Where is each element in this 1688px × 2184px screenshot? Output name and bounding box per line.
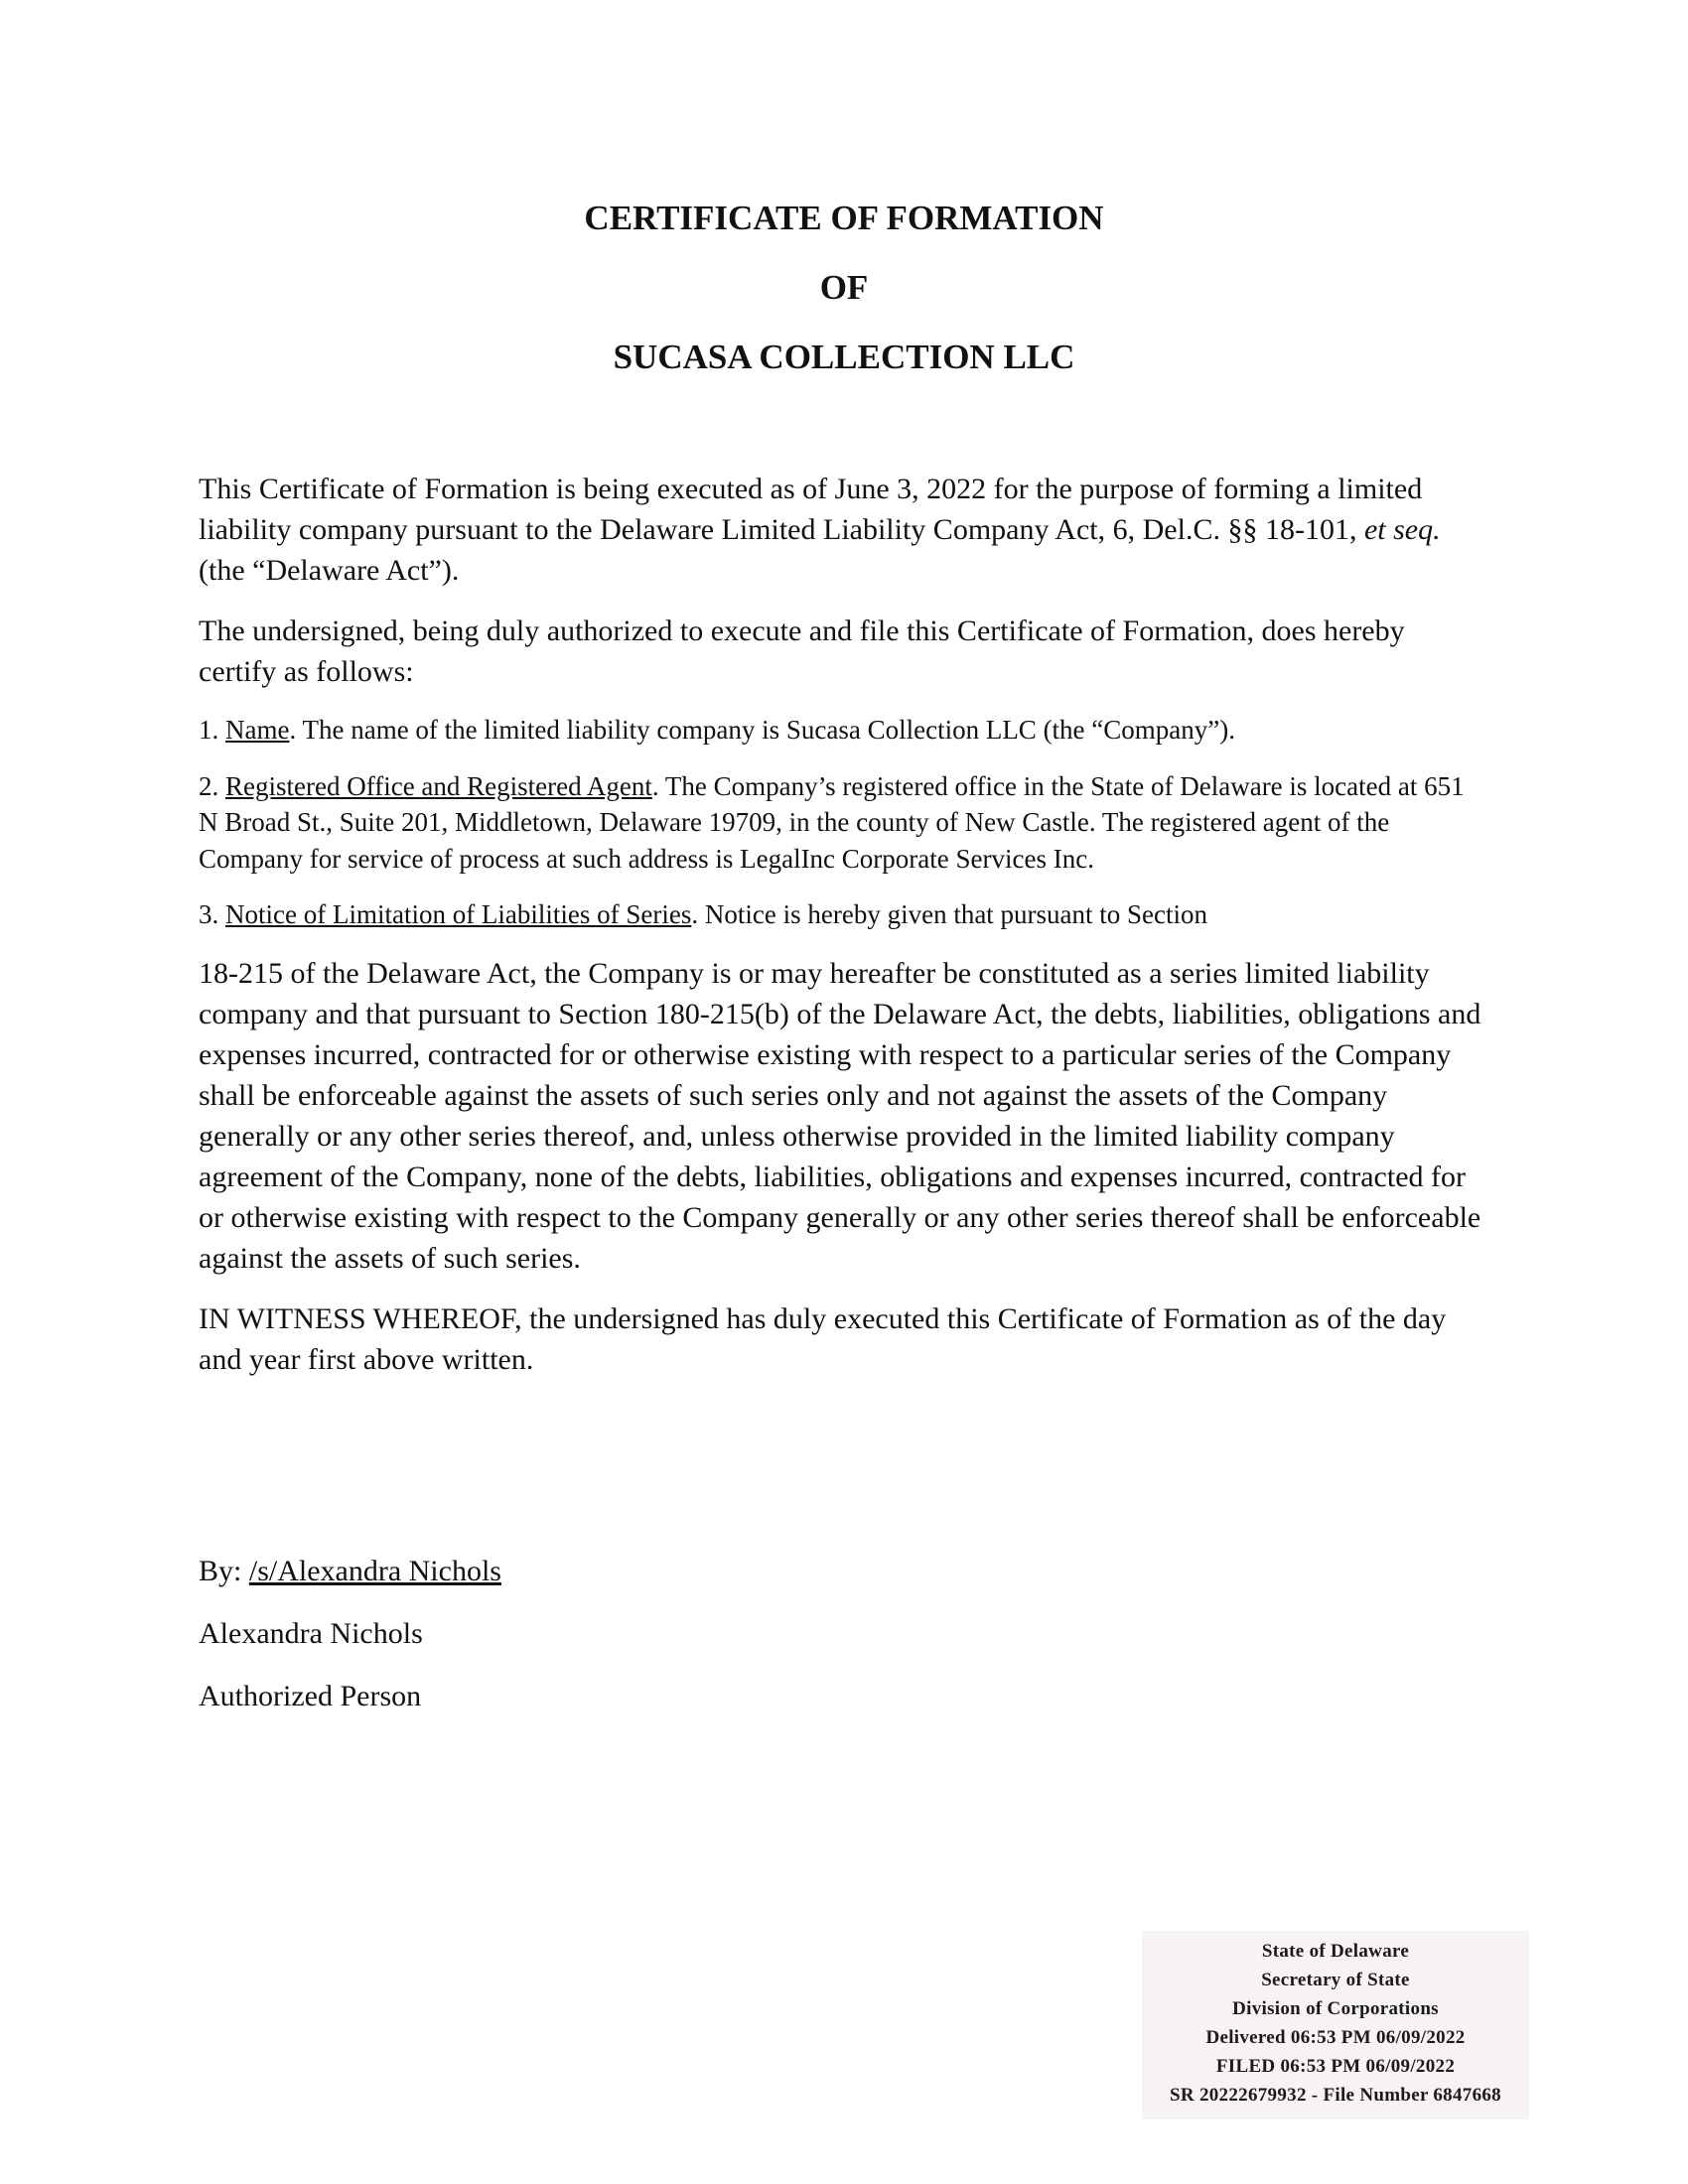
document-body — [199, 469, 1489, 1400]
certify-paragraph: The undersigned, being duly authorized to execute and file this Certificate of Formation, does hereby certify as follows: — [199, 614, 1405, 688]
witness-paragraph: IN WITNESS WHEREOF, the undersigned has duly executed this Certificate of Formation as of the day and year first above written. — [199, 1301, 1447, 1376]
intro-text-a: This Certificate of Formation is being executed as of June 3, 2022 for the purpose of forming a limited liability company pursuant to the Delaware Limited Liability Company Act, 6, Del.C. §§ 18-101, — [199, 473, 1423, 546]
signer-role: Authorized Person — [199, 1680, 422, 1712]
signature-text: /s/Alexandra Nichols — [248, 1555, 501, 1587]
by-label: By: — [199, 1555, 249, 1587]
title-line-3: SUCASA COLLECTION LLC — [613, 338, 1075, 376]
stamp-line-secretary: Secretary of State — [1261, 1970, 1410, 1990]
intro-et-seq: et seq. — [1363, 513, 1441, 546]
title-line-1: CERTIFICATE OF FORMATION — [584, 199, 1104, 237]
item-2-text: . The Company’s registered office in the State of Delaware is located at 651 N Broad St., Suite 201, Middletown, Delaware 19709, in the county of New Castle. The registered agent of the Company for service of process at such address is LegalInc Corporate Services Inc. — [199, 770, 1465, 874]
item-3-heading: Notice of Limitation of Liabilities of Series — [225, 899, 692, 929]
title-line-2: OF — [819, 268, 869, 307]
stamp-line-filed: FILED 06:53 PM 06/09/2022 — [1215, 2056, 1456, 2077]
stamp-line-state: State of Delaware — [1261, 1941, 1410, 1962]
signer-name: Alexandra Nichols — [199, 1617, 423, 1650]
stamp-line-file-number: SR 20222679932 - File Number 6847668 — [1170, 2085, 1501, 2106]
stamp-line-division: Division of Corporations — [1232, 1998, 1439, 2019]
item-3-text: . Notice is hereby given that pursuant to Section — [691, 899, 1208, 929]
item-3-number: 3. — [199, 899, 225, 929]
signature-line — [199, 1551, 993, 1591]
item-2-number: 2. — [199, 770, 225, 801]
intro-text-b: (the “Delaware Act”). — [199, 554, 460, 587]
item-1-heading: Name — [225, 715, 290, 745]
item-3-notice — [199, 896, 1489, 933]
item-1-text: . The name of the limited liability company is Sucasa Collection LLC (the “Company”). — [289, 715, 1235, 745]
item-1-name — [199, 712, 1489, 749]
item-1-number: 1. — [199, 715, 225, 745]
intro-paragraph — [199, 469, 1489, 591]
filing-stamp — [1142, 1931, 1529, 2119]
signature-block — [199, 1551, 993, 1738]
stamp-line-delivered: Delivered 06:53 PM 06/09/2022 — [1205, 2027, 1466, 2048]
item-3-continued: 18-215 of the Delaware Act, the Company is or may hereafter be constituted as a series limited liability company and that pursuant to Section 180-215(b) of the Delaware Act, the debts, liabilities, obligations and expenses incurred, contracted for or otherwise existing with respect to a particular series of the Company shall be enforceable against the assets of such series only and not against the assets of the Company generally or any other series thereof, and, unless otherwise provided in the limited liability company agreement of the Company, none of the debts, liabilities, obligations and expenses incurred, contracted for or otherwise existing with respect to the Company generally or any other series thereof shall be enforceable against the assets of such series. — [199, 956, 1481, 1275]
item-2-heading: Registered Office and Registered Agent — [225, 770, 652, 801]
item-2-registered-office — [199, 768, 1489, 878]
